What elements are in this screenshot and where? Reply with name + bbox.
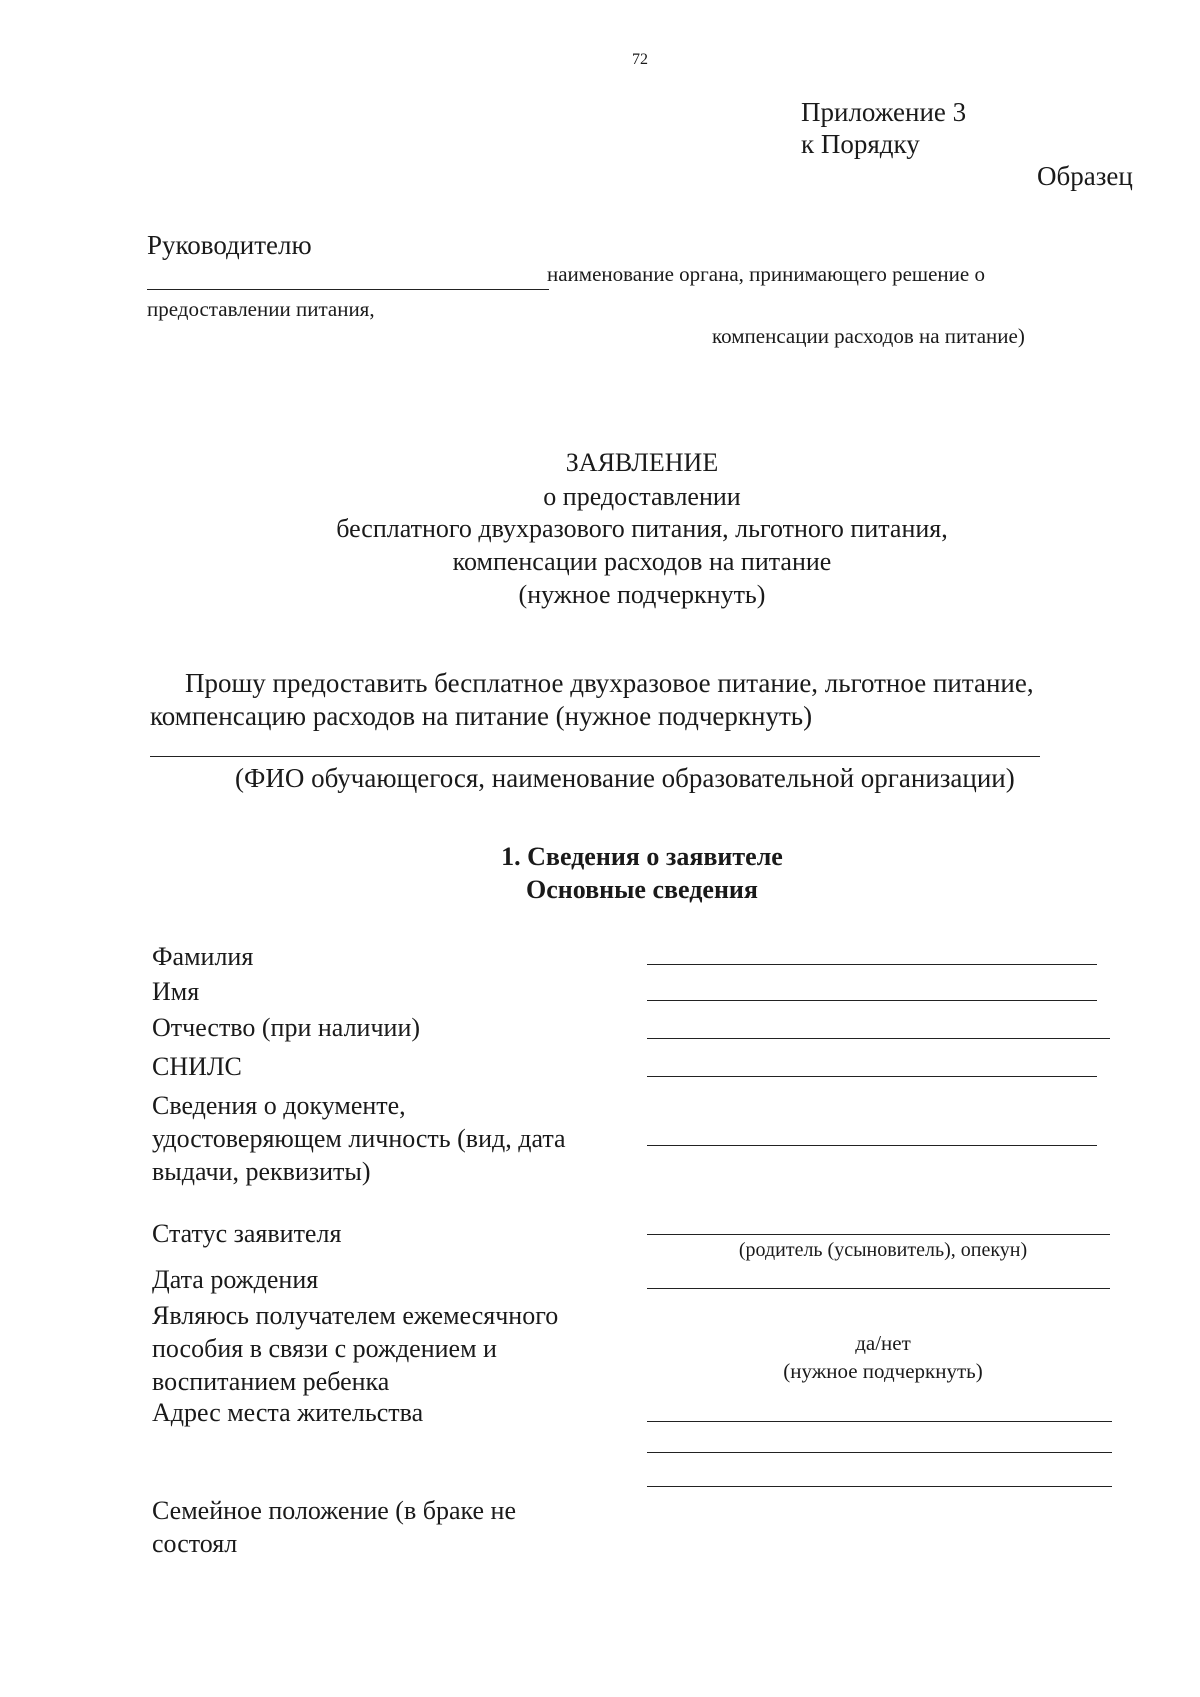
marital-line-1: Семейное положение (в браке не xyxy=(152,1496,516,1525)
field-line-surname[interactable] xyxy=(647,964,1097,965)
field-line-status[interactable] xyxy=(647,1234,1110,1235)
document-title: ЗАЯВЛЕНИЕ xyxy=(565,448,719,477)
identity-doc-line-3: выдачи, реквизиты) xyxy=(152,1157,371,1186)
field-label-status: Статус заявителя xyxy=(152,1219,342,1248)
allowance-line-2: пособия в связи с рождением и xyxy=(152,1334,497,1363)
status-hint: (родитель (усыновитель), опекун) xyxy=(738,1239,1028,1261)
allowance-answer[interactable]: да/нет xyxy=(855,1331,911,1355)
field-line-patronymic[interactable] xyxy=(647,1038,1110,1039)
allowance-line-3: воспитанием ребенка xyxy=(152,1367,390,1396)
field-label-birth-date: Дата рождения xyxy=(152,1265,319,1294)
student-info-line[interactable] xyxy=(150,756,1040,757)
field-label-name: Имя xyxy=(152,977,200,1006)
identity-doc-line-2: удостоверяющем личность (вид, дата xyxy=(152,1124,566,1153)
field-label-address: Адрес места жительства xyxy=(152,1398,424,1427)
field-line-address-1[interactable] xyxy=(647,1421,1112,1422)
field-label-surname: Фамилия xyxy=(152,942,254,971)
field-line-snils[interactable] xyxy=(647,1076,1097,1077)
field-label-allowance xyxy=(152,1299,558,1398)
addressee-hint-2: предоставлении питания, xyxy=(147,297,375,321)
field-label-identity-doc xyxy=(152,1089,566,1188)
field-line-address-2[interactable] xyxy=(647,1452,1112,1453)
field-line-address-3[interactable] xyxy=(647,1486,1112,1487)
document-subtitle-2: бесплатного двухразового питания, льготного питания, xyxy=(336,514,948,543)
field-label-patronymic: Отчество (при наличии) xyxy=(152,1013,421,1042)
request-line-2: компенсацию расходов на питание (нужное подчеркнуть) xyxy=(150,701,813,731)
addressee-underline[interactable] xyxy=(147,289,549,290)
allowance-hint: (нужное подчеркнуть) xyxy=(783,1359,983,1383)
addressee-hint-3: компенсации расходов на питание) xyxy=(712,324,1025,348)
page-number: 72 xyxy=(632,51,648,68)
appendix-reference xyxy=(801,96,966,160)
document-subtitle-3: компенсации расходов на питание xyxy=(452,547,832,576)
document-subtitle-1: о предоставлении xyxy=(543,482,741,511)
request-line-1: Прошу предоставить бесплатное двухразовое питание, льготное питание, xyxy=(185,668,1034,698)
field-line-identity-doc[interactable] xyxy=(647,1145,1097,1146)
document-subtitle-4: (нужное подчеркнуть) xyxy=(518,580,766,609)
identity-doc-line-1: Сведения о документе, xyxy=(152,1091,406,1120)
appendix-line-1: Приложение 3 xyxy=(801,97,967,127)
allowance-line-1: Являюсь получателем ежемесячного xyxy=(152,1301,559,1330)
field-line-name[interactable] xyxy=(647,1000,1097,1001)
field-label-marital-status xyxy=(152,1494,516,1560)
addressee-title: Руководителю xyxy=(147,230,312,260)
field-label-snils: СНИЛС xyxy=(152,1052,242,1081)
section-title: 1. Сведения о заявителе xyxy=(501,842,783,871)
addressee-hint-1: наименование органа, принимающего решение о xyxy=(547,262,985,286)
marital-line-2: состоял xyxy=(152,1529,238,1558)
student-info-caption: (ФИО обучающегося, наименование образовательной организации) xyxy=(235,763,1015,793)
field-line-birth-date[interactable] xyxy=(647,1288,1110,1289)
section-subtitle: Основные сведения xyxy=(526,875,758,904)
sample-label: Образец xyxy=(1037,161,1133,191)
appendix-line-2: к Порядку xyxy=(801,129,920,159)
